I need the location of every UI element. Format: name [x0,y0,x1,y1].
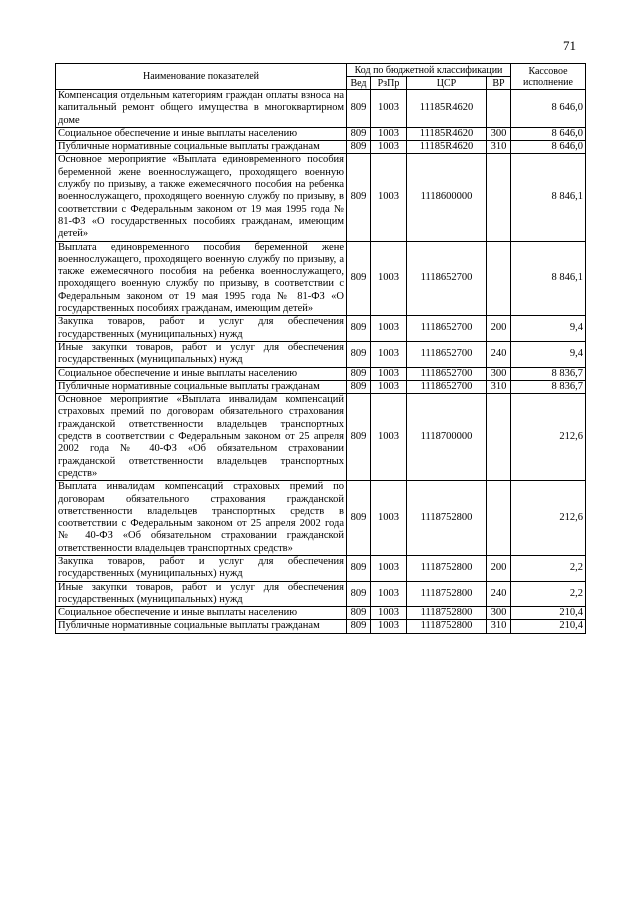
row-rzpr: 1003 [371,141,407,154]
table-row [56,394,586,481]
row-rzpr: 1003 [371,154,407,241]
row-ved: 809 [347,341,371,367]
row-rzpr: 1003 [371,481,407,556]
row-name: Публичные нормативные социальные выплаты гражданам [56,141,347,154]
row-name: Иные закупки товаров, работ и услуг для обеспечения государственных (муниципальных) нужд [56,581,347,607]
row-vr [487,154,511,241]
row-csr: 1118752800 [407,555,487,581]
row-ved: 809 [347,380,371,393]
row-name: Основное мероприятие «Выплата инвалидам компенсаций страховых премий по договорам обязательного страхования гражданской ответственности владельцев транспортных средств в соответствии с Федеральным законом от 25 апреля 2002 года № 40-ФЗ «Об обязательном страховании гражданской ответственности владельцев транспортных средств» [56,394,347,481]
row-amount: 8 846,1 [511,154,586,241]
row-name: Выплата инвалидам компенсаций страховых премий по договорам обязательного страхования гражданской ответственности владельцев транспортных средств в соответствии с Федеральным законом от 25 апреля 2002 года № 40-ФЗ «Об обязательном страховании гражданской ответственности владельцев транспортных средств» [56,481,347,556]
row-rzpr: 1003 [371,394,407,481]
row-amount: 210,4 [511,607,586,620]
row-amount: 210,4 [511,620,586,633]
row-name: Закупка товаров, работ и услуг для обеспечения государственных (муниципальных) нужд [56,555,347,581]
row-name: Основное мероприятие «Выплата единовременного пособия беременной жене военнослужащего, проходящего военную службу по призыву, а также ежемесячного пособия на ребенка военнослужащего, проходящего военную службу по призыву, в соответствии с Федеральным законом от 19 мая 1995 года № 81-ФЗ «О государственных пособиях гражданам, имеющим детей» [56,154,347,241]
row-vr: 310 [487,141,511,154]
row-vr: 200 [487,316,511,342]
table-row [56,127,586,140]
row-csr: 1118752800 [407,620,487,633]
row-amount: 8 646,0 [511,127,586,140]
budget-table [55,63,586,634]
row-ved: 809 [347,316,371,342]
header-vr: ВР [487,77,511,90]
header-csr: ЦСР [407,77,487,90]
row-csr: 1118652700 [407,341,487,367]
row-name: Социальное обеспечение и иные выплаты населению [56,607,347,620]
row-amount: 8 836,7 [511,367,586,380]
row-ved: 809 [347,394,371,481]
row-csr: 1118752800 [407,607,487,620]
row-rzpr: 1003 [371,620,407,633]
row-vr: 240 [487,341,511,367]
row-name: Социальное обеспечение и иные выплаты населению [56,127,347,140]
table-row [56,90,586,128]
row-ved: 809 [347,90,371,128]
table-row [56,241,586,316]
row-csr: 1118652700 [407,367,487,380]
row-name: Закупка товаров, работ и услуг для обеспечения государственных (муниципальных) нужд [56,316,347,342]
row-amount: 2,2 [511,555,586,581]
row-csr: 1118700000 [407,394,487,481]
table-row [56,555,586,581]
row-vr: 310 [487,620,511,633]
row-amount: 8 646,0 [511,90,586,128]
row-rzpr: 1003 [371,316,407,342]
row-ved: 809 [347,481,371,556]
table-row [56,341,586,367]
row-csr: 1118752800 [407,581,487,607]
row-vr: 200 [487,555,511,581]
row-csr: 1118752800 [407,481,487,556]
row-ved: 809 [347,127,371,140]
row-vr [487,241,511,316]
row-amount: 2,2 [511,581,586,607]
row-amount: 212,6 [511,481,586,556]
table-row [56,154,586,241]
row-name: Компенсация отдельным категориям граждан оплаты взноса на капитальный ремонт общего имущества в многоквартирном доме [56,90,347,128]
table-row [56,316,586,342]
row-rzpr: 1003 [371,607,407,620]
table-row [56,581,586,607]
row-vr [487,90,511,128]
row-name: Публичные нормативные социальные выплаты гражданам [56,380,347,393]
row-ved: 809 [347,241,371,316]
row-amount: 8 646,0 [511,141,586,154]
page-number: 71 [563,38,576,53]
row-ved: 809 [347,620,371,633]
table-row [56,620,586,633]
row-csr: 11185R4620 [407,141,487,154]
row-vr: 240 [487,581,511,607]
header-name: Наименование показателей [56,64,347,90]
row-csr: 1118600000 [407,154,487,241]
row-csr: 11185R4620 [407,127,487,140]
row-vr [487,394,511,481]
row-vr: 300 [487,607,511,620]
row-rzpr: 1003 [371,380,407,393]
row-name: Социальное обеспечение и иные выплаты населению [56,367,347,380]
table-row [56,141,586,154]
row-rzpr: 1003 [371,90,407,128]
row-ved: 809 [347,581,371,607]
row-vr: 300 [487,367,511,380]
table-row [56,367,586,380]
row-rzpr: 1003 [371,555,407,581]
header-rzpr: РзПр [371,77,407,90]
row-csr: 1118652700 [407,380,487,393]
row-csr: 11185R4620 [407,90,487,128]
row-rzpr: 1003 [371,367,407,380]
row-vr: 300 [487,127,511,140]
table-row [56,380,586,393]
table-body [56,90,586,634]
row-vr [487,481,511,556]
row-name: Публичные нормативные социальные выплаты гражданам [56,620,347,633]
table-row [56,607,586,620]
header-ved: Вед [347,77,371,90]
row-rzpr: 1003 [371,127,407,140]
row-amount: 9,4 [511,316,586,342]
row-csr: 1118652700 [407,316,487,342]
row-csr: 1118652700 [407,241,487,316]
row-amount: 8 836,7 [511,380,586,393]
row-ved: 809 [347,607,371,620]
header-code-group: Код по бюджетной классификации [347,64,511,77]
row-ved: 809 [347,141,371,154]
table-header [56,64,586,90]
row-ved: 809 [347,555,371,581]
header-amount: Кассовое исполнение [511,64,586,90]
row-amount: 9,4 [511,341,586,367]
row-rzpr: 1003 [371,581,407,607]
row-ved: 809 [347,154,371,241]
row-name: Иные закупки товаров, работ и услуг для обеспечения государственных (муниципальных) нужд [56,341,347,367]
row-amount: 8 846,1 [511,241,586,316]
row-ved: 809 [347,367,371,380]
row-name: Выплата единовременного пособия беременной жене военнослужащего, проходящего военную службу по призыву, а также ежемесячного пособия на ребенка военнослужащего, проходящего военную службу по призыву, в соответствии с Федеральным законом от 19 мая 1995 года № 81-ФЗ «О государственных пособиях гражданам, имеющим детей» [56,241,347,316]
row-rzpr: 1003 [371,241,407,316]
row-amount: 212,6 [511,394,586,481]
table-row [56,481,586,556]
row-rzpr: 1003 [371,341,407,367]
row-vr: 310 [487,380,511,393]
